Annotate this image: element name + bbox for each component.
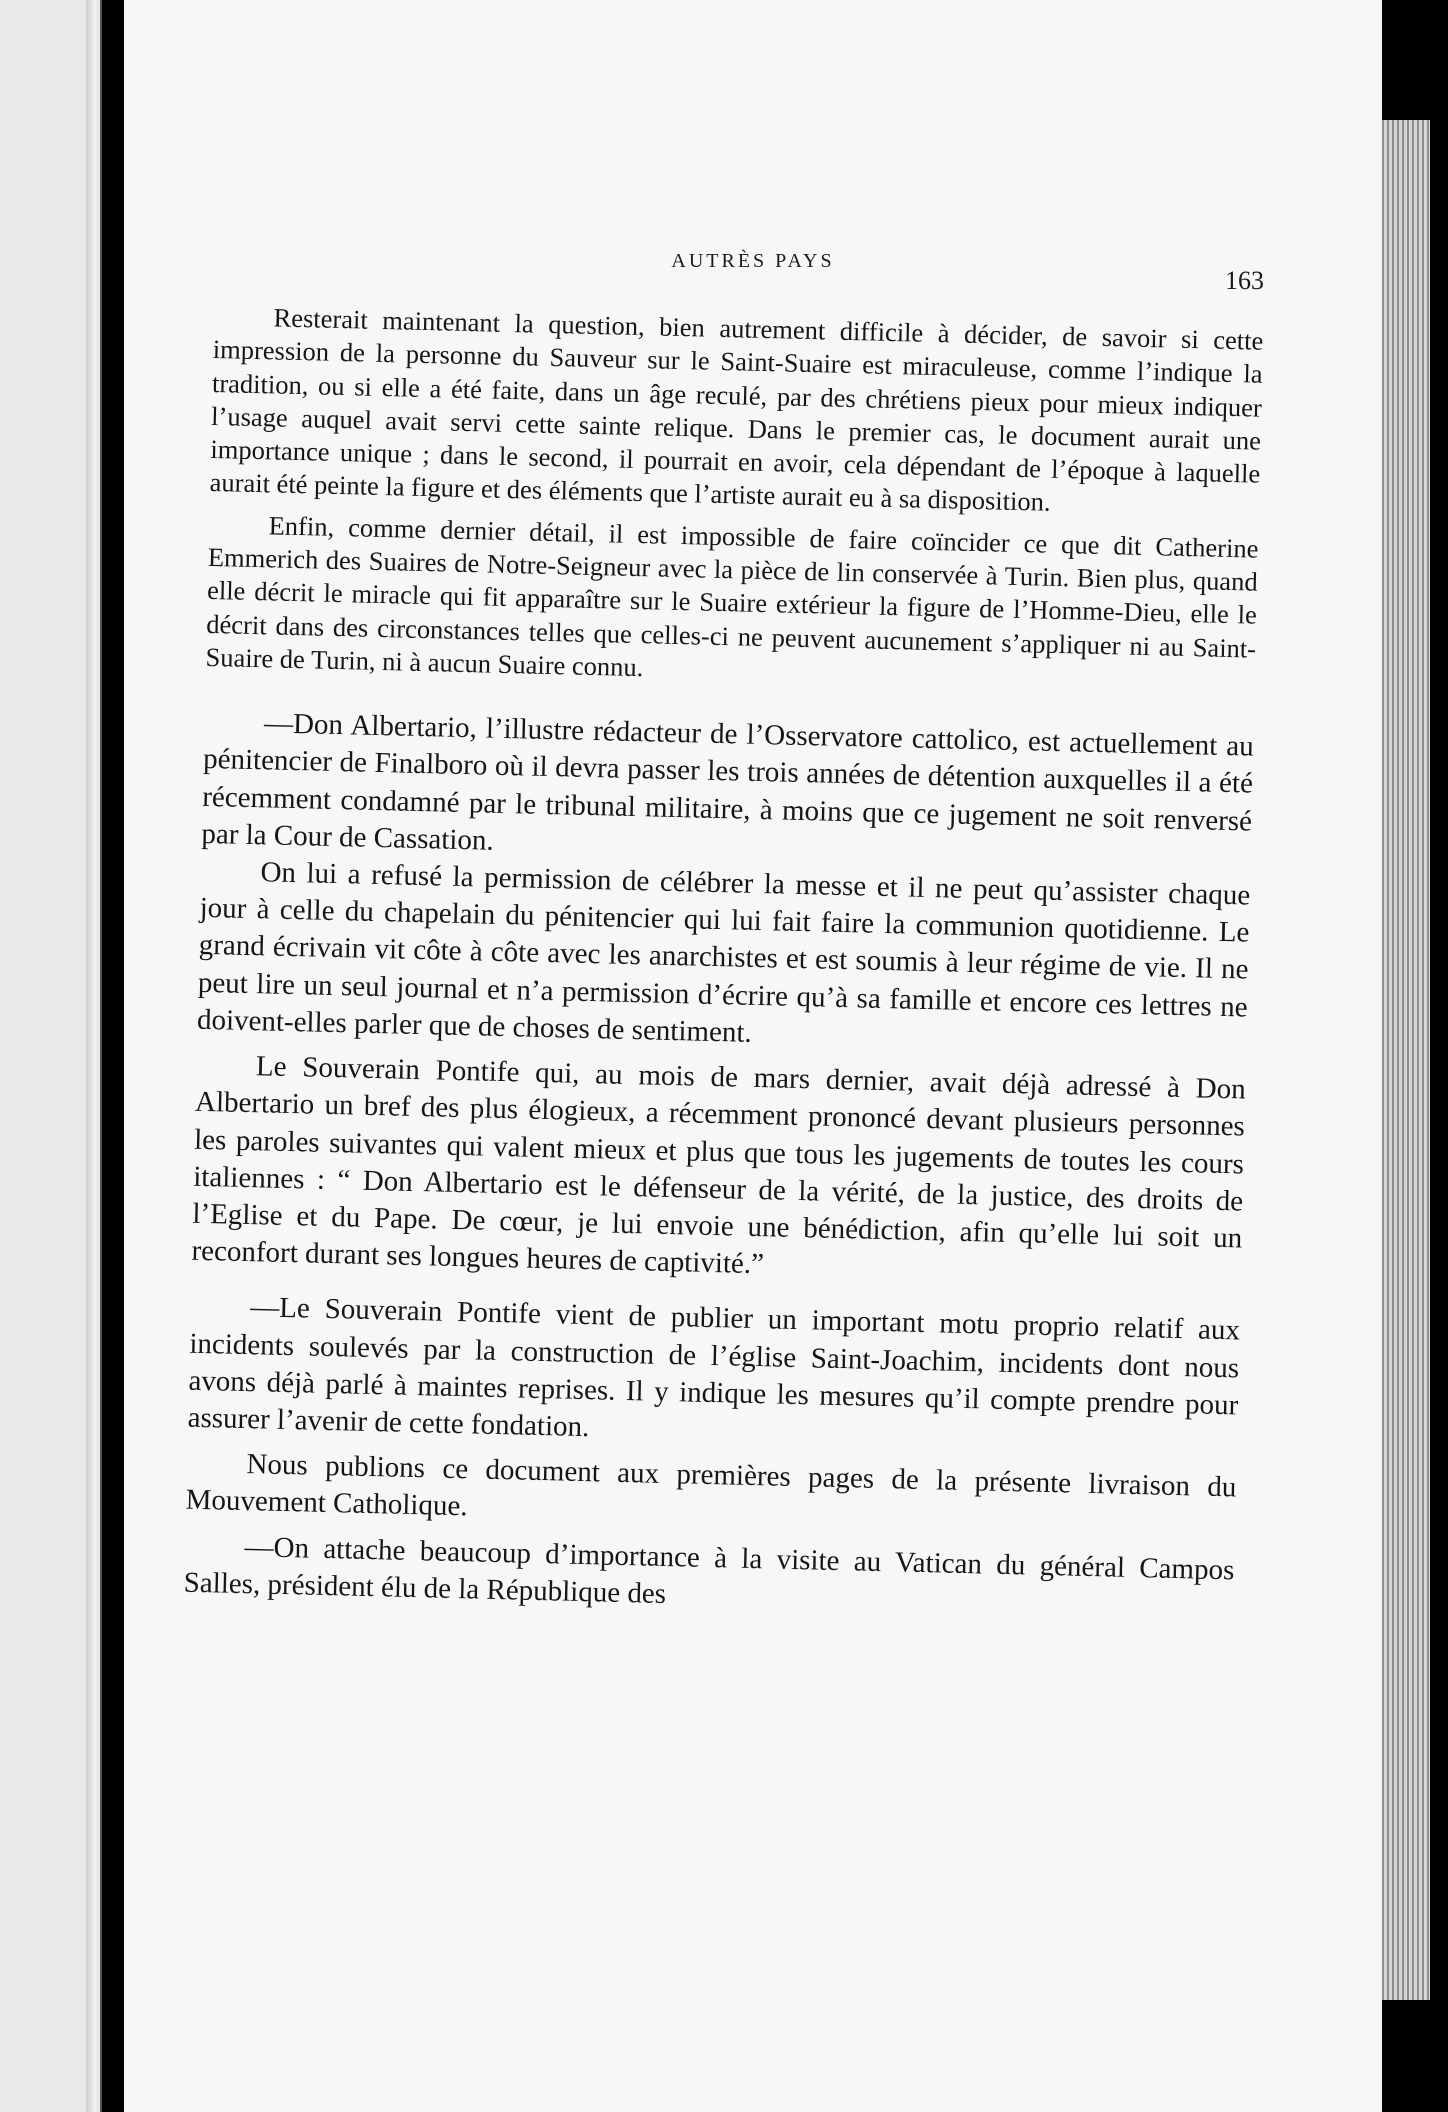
page-text: [183, 300, 1263, 1626]
book-page: [124, 0, 1382, 2112]
paragraph-motu-proprio: —Le Souverain Pontife vient de publier un important motu proprio relatif aux incidents soulevés par la construction de l’église Saint-Joachim, incidents dont nous avons déjà parlé à maintes reprises. Il y indique les mesures qu’il compte prendre pour assurer l’avenir de cette fondation.: [187, 1291, 1241, 1444]
paragraph-publication: Nous publions ce document aux premières pages de la présente livraison du Mouvement Catholique.: [185, 1448, 1237, 1523]
page-number: 163: [1225, 266, 1264, 295]
paragraph-penitentiary: On lui a refusé la permission de célébrer la messe et il ne peut qu’assister chaque jour à celle du chapelain du pénitencier qui lui fait faire la communion quotidienne. Le grand écrivain vit côte à côte avec les anarchistes et est soumis à leur régime de vie. Il ne peut lire un seul journal et n’a permission d’écrire qu’à sa famille et encore ces lettres ne doivent-elles parler que de choses de sentiment.: [196, 856, 1251, 1049]
paragraph-pontiff-words: Le Souverain Pontife qui, au mois de mars dernier, avait déjà adressé à Don Albertario un bref des plus élogieux, a récemment prononcé devant plusieurs personnes les paroles suivantes qui valent mieux et plus que tous les jugements de toutes les cours italiennes : “ Don Albertario est le défenseur de la vérité, de la justice, des droits de l’Eglise et du Pape. De cœur, je lui envoie une bénédiction, afin qu’elle lui soit un reconfort durant ses longues heures de captivité.”: [191, 1050, 1247, 1281]
paragraph-emmerich: Enfin, comme dernier détail, il est impossible de faire coïncider ce que dit Catherine Emmerich des Suaires de Notre-Seigneur avec la pièce de lin conservée à Turin. Bien plus, quand elle décrit le miracle qui fit apparaître sur le Suaire extérieur la figure de l’Homme-Dieu, elle le décrit dans des circonstances telles que celles-ci ne peuvent aucunement s’appliquer ni au Saint-Suaire de Turin, ni à aucun Suaire connu.: [205, 510, 1259, 683]
left-page-edge: [0, 0, 102, 2112]
paragraph-shroud-question: Resterait maintenant la question, bien autrement difficile à décider, de savoir si cette impression de la personne du Sauveur sur le Saint-Suaire est miraculeuse, comme l’indique la tradition, ou si elle a été faite, dans un âge reculé, par des chrétiens pieux pour mieux indiquer l’usage auquel avait servi cette sainte relique. Dans le premier cas, le document aurait une importance unique ; dans le second, il pourrait en avoir, cela dépendant de l’époque à laquelle aurait été peinte la figure et des éléments que l’artiste aurait eu à sa disposition.: [209, 302, 1264, 518]
paragraph-albertario: —Don Albertario, l’illustre rédacteur de l’Osservatore cattolico, est actuellement au pénitencier de Finalboro où il devra passer les trois années de détention auxquelles il a été récemment condamné par le tribunal militaire, à moins que ce jugement ne soit renversé par la Cour de Cassation.: [201, 707, 1255, 857]
paragraph-campos-salles: —On attache beaucoup d’importance à la visite au Vatican du général Campos Salles, président élu de la République des: [183, 1530, 1235, 1610]
page-stack-edge: [1382, 120, 1430, 2000]
running-title: AUTRÈS PAYS: [671, 250, 835, 272]
